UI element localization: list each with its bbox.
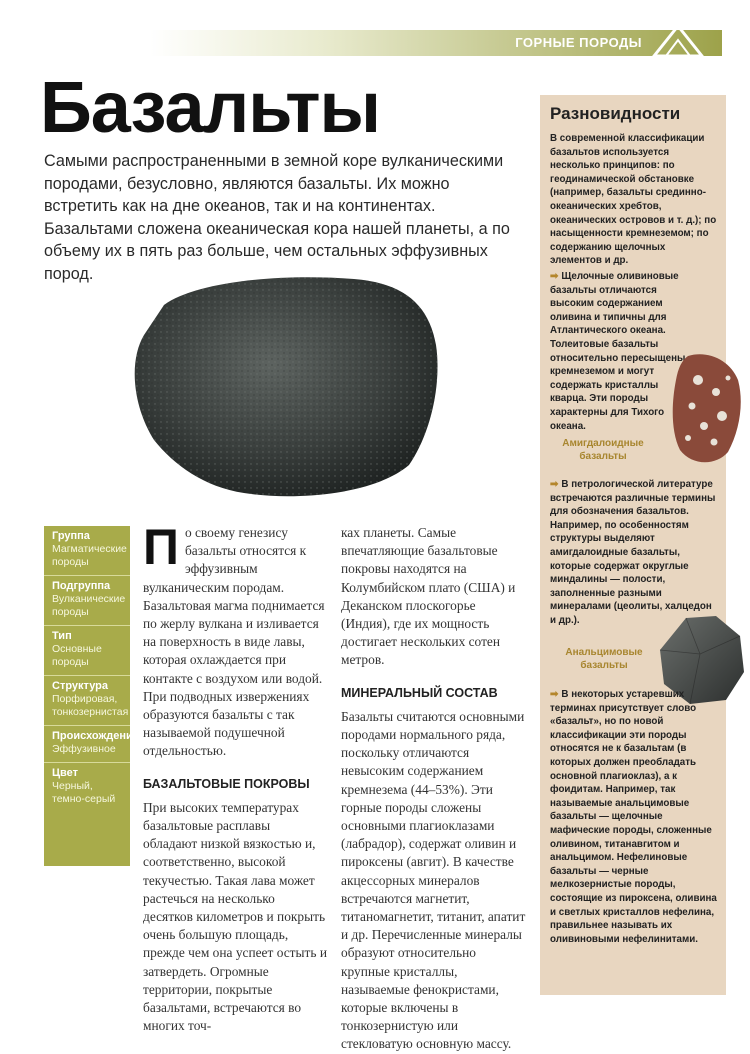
bullet-text: В петрологической литературе встречаются различные термины для обозначения базальтов. Например, по особенностям структуры выделяют амигдалоидные базальты, которые содержат округлые миндалины — полости, заполненные разными минералами (цеолиты, халцедон и др.). (550, 479, 716, 626)
sidebar-intro (550, 132, 718, 268)
arrow-bullet-icon: ➡ (550, 479, 559, 490)
section-header-band (150, 30, 722, 56)
property-value: Основные породы (52, 643, 102, 668)
property-label: Подгруппа (52, 580, 111, 592)
body-column-1 (143, 519, 327, 1035)
caption-amygdaloidal: Амигдалоидные базальты (562, 438, 644, 462)
property-group (44, 526, 130, 576)
section-label: ГОРНЫЕ ПОРОДЫ (515, 35, 642, 50)
drop-cap: П (143, 519, 179, 575)
arrow-bullet-icon: ➡ (550, 271, 559, 282)
bullet-text: Щелочные оливиновые базальты отличаются высоким содержанием оливина и типичны для Атлантического океана. Толеитовые базальты относительно пересыщены кремнеземом и могут содержать кристаллы кварца. Эти породы характерны для Тихого океана. (550, 271, 686, 432)
sidebar-intro-text: В современной классификации базальтов используется несколько принципов: по геодинамической обстановке (например, базальты срединно-океанических хребтов, океанических островов и т. д.); по насыщенности кремнеземом; по содержанию щелочных элементов и др. (550, 133, 717, 267)
property-origin (44, 726, 139, 763)
property-label: Цвет (52, 767, 79, 779)
property-value: Вулканические породы (52, 593, 126, 618)
basalt-rock-image (124, 265, 444, 505)
amygdaloidal-basalt-image (668, 350, 744, 468)
property-label: Группа (52, 530, 90, 542)
property-label: Структура (52, 680, 108, 692)
sidebar-bullet-3 (550, 688, 718, 946)
arrow-bullet-icon: ➡ (550, 689, 559, 700)
properties-panel (44, 526, 139, 866)
property-type (44, 626, 130, 676)
property-value: Порфировая, тонкозернистая (52, 693, 129, 718)
property-label: Тип (52, 630, 72, 642)
property-subgroup (44, 576, 130, 626)
subheading-mineral: МИНЕРАЛЬНЫЙ СОСТАВ (341, 685, 498, 700)
property-value: Эффузивное (52, 743, 116, 755)
caption-analcime: Анальцимовые базальты (565, 647, 643, 671)
property-value: Черный, темно-серый (52, 780, 116, 805)
body-column-2 (341, 524, 527, 1054)
body-paragraph: При высоких температурах базальтовые расплавы обладают низкой вязкостью и, соответственно, высокой текучестью. Такая лава может растечься на несколько десятков километров и покрыть очень большую площадь, прежде чем она успеет остыть и затвердеть. Огромные территории, покрытые базальтами, встречаются во многих точ- (143, 799, 327, 1034)
body-paragraph: о своему генезису базальты относятся к эффузивным вулканическим породам. Базальтовая магма поднимается по жерлу вулкана и изливается на поверхность в виде лавы, которая охлаждается при контакте с воздухом или водой. При подводных извержениях образуются базальты с так называемой подушечной отдельностью. (143, 525, 325, 759)
property-label: Происхождение (52, 730, 139, 742)
subheading-covers: БАЗАЛЬТОВЫЕ ПОКРОВЫ (143, 776, 310, 791)
lead-paragraph: Самыми распространенными в земной коре вулканическими породами, безусловно, являются базальты. Их можно встретить как на дне океанов, так и на континентах. Базальтами сложена океаническая кора нашей планеты, а по объему их в пять раз больше, чем остальных эффузивных пород. (44, 152, 510, 283)
sidebar-bullet-2 (550, 478, 718, 628)
page-title: Базальты (40, 68, 380, 148)
body-paragraph: ках планеты. Самые впечатляющие базальтовые покровы находятся на Колумбийском плато (США) и Деканском плоскогорье (Индия), где их мощность достигает нескольких сотен метров. (341, 525, 516, 668)
bullet-text: В некоторых устаревших терминах присутствует слово «базальт», но по новой классификации эти породы относятся не к базальтам (в которых должен преобладать основной плагиоклаз), а к фоидитам. Например, так называемые анальцимовые базальты — щелочные мафические породы, сложенные оливином, титанавгитом и анальцимом. Нефелиновые базальты — черные мелкозернистые породы, состоящие из пироксена, оливина и светлых кристаллов нефелина, правильнее называть их оливиновыми нефелинитами. (550, 689, 717, 945)
property-structure (44, 676, 130, 726)
body-paragraph: Базальты считаются основными породами нормального ряда, поскольку отличаются невысоким содержанием кремнезема (44–53%). Эти горные породы сложены основными плагиоклазами (лабрадор), содержат оливин и пироксены (авгит). В качестве акцессорных минералов встречаются магнетит, титаномагнетит, титанит, апатит и др. Перечисленные минералы образуют относительно крупные кристаллы, называемые фенокристами, которые включены в тонкозернистую или стекловатую основную массу. (341, 708, 526, 1052)
property-value: Магматические породы (52, 543, 127, 568)
sidebar-title: Разновидности (550, 104, 681, 123)
mountain-icon (652, 20, 704, 60)
property-color (44, 763, 130, 812)
